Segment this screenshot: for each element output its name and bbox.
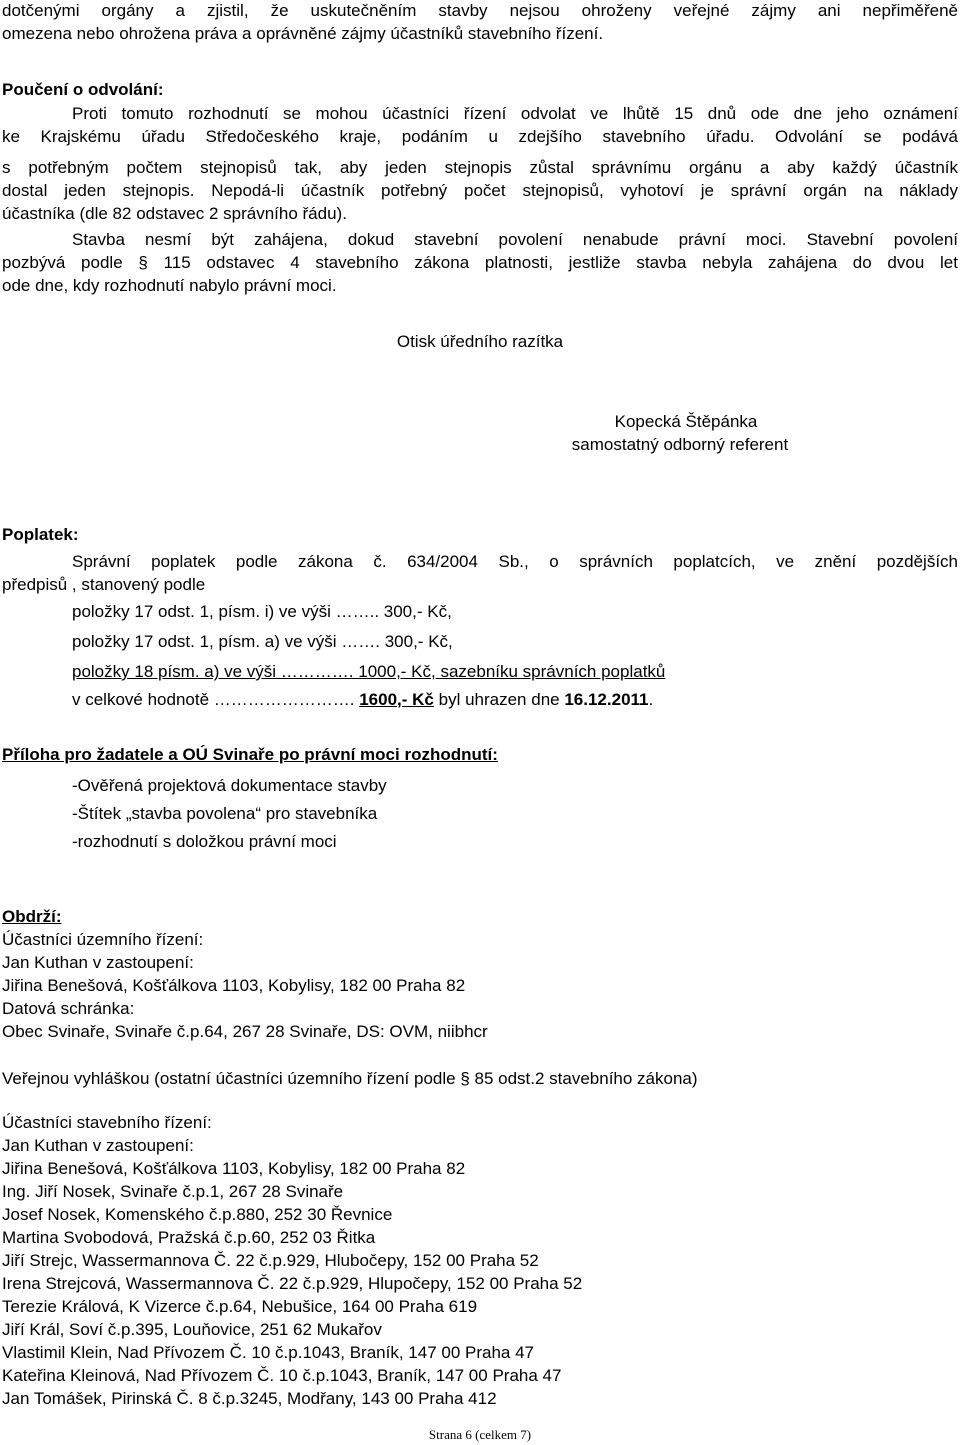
recipient-line: Obec Svinaře, Svinaře č.p.64, 267 28 Svinaře, DS: OVM, niibhcr [2, 1022, 488, 1041]
recipient-line: Irena Strejcová, Wassermannova Č. 22 č.p.929, Hlupočepy, 152 00 Praha 52 [2, 1274, 583, 1293]
recipient-line: Jan Tomášek, Pirinská Č. 8 č.p.3245, Modřany, 143 00 Praha 412 [2, 1389, 497, 1408]
appeal-line-1: Proti tomuto rozhodnutí se mohou účastníci řízení odvolat ve lhůtě 15 dnů ode dne jeho oznámení [72, 104, 958, 123]
appeal-line-4: dostal jeden stejnopis. Nepodá-li účastník potřebný počet stejnopisů, vyhotoví je správní orgán na náklady [2, 181, 958, 200]
public-notice-line: Veřejnou vyhláškou (ostatní účastníci územního řízení podle § 85 odst.2 stavebního zákona) [2, 1069, 698, 1088]
fee-total-date: 16.12.2011 [564, 690, 649, 709]
recipient-line: Terezie Králová, K Vizerce č.p.64, Nebušice, 164 00 Praha 619 [2, 1297, 478, 1316]
signature-title: samostatný odborný referent [571, 435, 789, 454]
attachment-item-2: -Štítek „stavba povolena“ pro stavebníka [72, 804, 378, 823]
recipient-line: Účastníci stavebního řízení: [2, 1113, 212, 1132]
recipient-line: Vlastimil Klein, Nad Přívozem Č. 10 č.p.1043, Braník, 147 00 Praha 47 [2, 1343, 534, 1362]
appeal-line-3: s potřebným počtem stejnopisů tak, aby jeden stejnopis zůstal správnímu orgánu a aby každý účastník [2, 158, 958, 177]
fee-item-2: položky 17 odst. 1, písm. a) ve výši ……. 300,- Kč, [72, 632, 453, 651]
recipient-line: Jiří Král, Soví č.p.395, Louňovice, 251 62 Mukařov [2, 1320, 382, 1339]
fee-total-amount: 1600,- Kč [359, 690, 434, 709]
recipient-line: Jan Kuthan v zastoupení: [2, 1136, 194, 1155]
appeal-line-5: účastníka (dle 82 odstavec 2 správního řádu). [2, 204, 347, 223]
recipient-line: Ing. Jiří Nosek, Svinaře č.p.1, 267 28 Svinaře [2, 1182, 344, 1201]
fee-total-prefix: v celkové hodnotě ……………………. [72, 690, 355, 709]
attachment-item-3: -rozhodnutí s doložkou právní moci [72, 832, 337, 851]
attachments-heading: Příloha pro žadatele a OÚ Svinaře po právní moci rozhodnutí: [2, 745, 498, 764]
fee-item-3: položky 18 písm. a) ve výši …………. 1000,- Kč, sazebníku správních poplatků [72, 662, 666, 681]
recipient-line: Kateřina Kleinová, Nad Přívozem Č. 10 č.p.1043, Braník, 147 00 Praha 47 [2, 1366, 562, 1385]
stamp-placeholder: Otisk úředního razítka [396, 332, 564, 351]
recipient-line: Jiřina Benešová, Košťálkova 1103, Kobylisy, 182 00 Praha 82 [2, 1159, 466, 1178]
appeal-line-7: pozbývá podle § 115 odstavec 4 stavebního zákona platnosti, jestliže stavba nebyla zahájena do dvou let [2, 253, 958, 272]
fee-total [72, 689, 653, 710]
appeal-line-6: Stavba nesmí být zahájena, dokud stavební povolení nenabude právní moci. Stavební povolení [72, 230, 958, 249]
fee-total-mid: byl uhrazen dne [438, 690, 560, 709]
recipient-line: Martina Svobodová, Pražská č.p.60, 252 03 Řitka [2, 1228, 376, 1247]
recipient-line: Jan Kuthan v zastoupení: [2, 953, 194, 972]
fee-line-1: Správní poplatek podle zákona č. 634/2004 Sb., o správních poplatcích, ve znění pozdějších [72, 552, 958, 571]
page-footer: Strana 6 (celkem 7) [428, 1427, 532, 1442]
recipient-line: Jiří Strejc, Wassermannova Č. 22 č.p.929, Hlubočepy, 152 00 Praha 52 [2, 1251, 539, 1270]
intro-line-2: omezena nebo ohrožena práva a oprávněné zájmy účastníků stavebního řízení. [2, 24, 604, 43]
appeal-heading: Poučení o odvolání: [2, 80, 164, 99]
fee-line-2: předpisů , stanovený podle [2, 575, 206, 594]
fee-item-1: položky 17 odst. 1, písm. i) ve výši …….. 300,- Kč, [72, 602, 452, 621]
recipient-line: Datová schránka: [2, 999, 135, 1018]
recipient-line: Účastníci územního řízení: [2, 930, 204, 949]
recipient-line: Jiřina Benešová, Košťálkova 1103, Kobylisy, 182 00 Praha 82 [2, 976, 466, 995]
intro-line-1: dotčenými orgány a zjistil, že uskutečněním stavby nejsou ohroženy veřejné zájmy ani nepřiměřeně [2, 1, 958, 20]
fee-total-end: . [648, 690, 654, 709]
appeal-line-2: ke Krajskému úřadu Středočeského kraje, podáním u zdejšího stavebního úřadu. Odvolání se podává [2, 127, 958, 146]
fee-heading: Poplatek: [2, 525, 79, 544]
appeal-line-8: ode dne, kdy rozhodnutí nabylo právní moci. [2, 276, 337, 295]
attachment-item-1: -Ověřená projektová dokumentace stavby [72, 776, 387, 795]
recipient-line: Josef Nosek, Komenského č.p.880, 252 30 Řevnice [2, 1205, 393, 1224]
recipients-heading: Obdrží: [2, 907, 62, 926]
signature-name: Kopecká Štěpánka [614, 412, 758, 431]
